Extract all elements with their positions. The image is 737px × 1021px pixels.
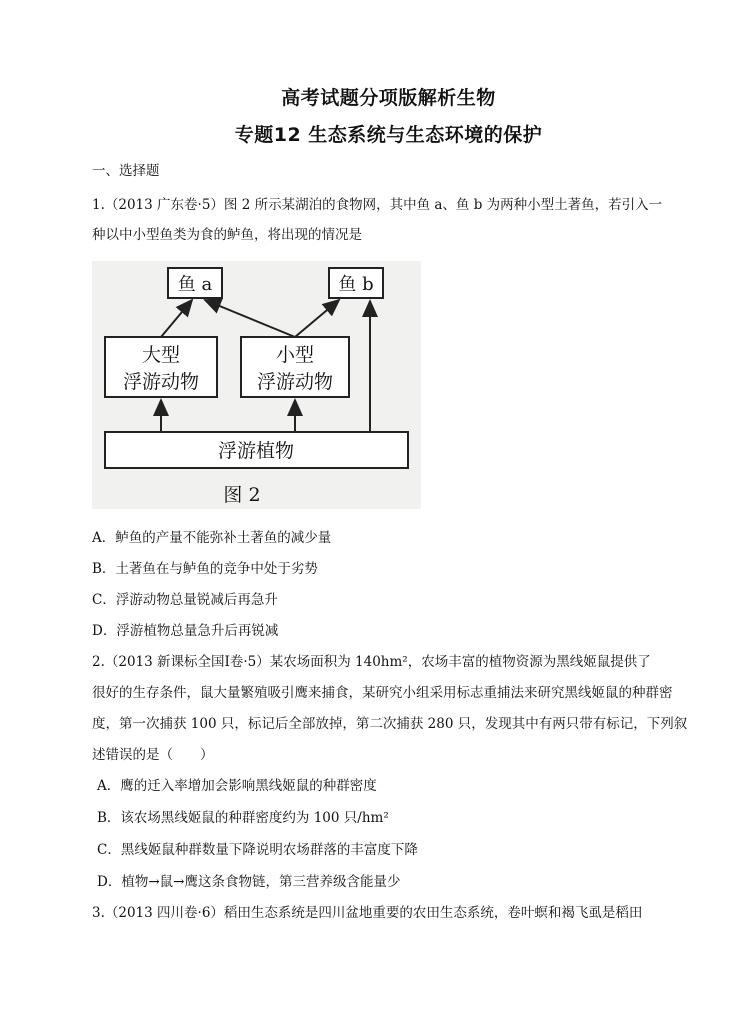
fish-b-label: 鱼 b: [338, 274, 374, 295]
figure-caption: 图 2: [223, 484, 261, 506]
large-zooplankton-label-2: 浮游动物: [122, 371, 200, 393]
arrow-large-to-fish-a: [161, 300, 192, 337]
document-subtitle: 专题12 生态系统与生态环境的保护: [234, 124, 543, 146]
question-2-stem-line-1: 2.（2013 新课标全国Ⅰ卷·5）某农场面积为 140hm²，农场丰富的植物资源为黑线姬鼠提供了: [92, 654, 651, 670]
question-3-stem-line-1: 3.（2013 四川卷·6）稻田生态系统是四川盆地重要的农田生态系统，卷叶螟和褐飞虱是稻田: [92, 905, 643, 921]
question-2-stem-line-3: 度，第一次捕获 100 只，标记后全部放掉，第二次捕获 280 只，发现其中有两只带有标记，下列叙: [92, 716, 688, 732]
question-1-option-c: C．浮游动物总量锐减后再急升: [92, 592, 278, 608]
document-title: 高考试题分项版解析生物: [281, 87, 496, 109]
question-1-option-a: A．鲈鱼的产量不能弥补土著鱼的减少量: [92, 530, 332, 546]
question-2-option-b: B．该农场黑线姬鼠的种群密度约为 100 只/hm²: [97, 810, 389, 826]
question-2-option-c: C．黑线姬鼠种群数量下降说明农场群落的丰富度下降: [97, 842, 418, 858]
question-1-option-b: B．土著鱼在与鲈鱼的竞争中处于劣势: [92, 561, 318, 577]
phytoplankton-label: 浮游植物: [217, 440, 295, 462]
question-2-stem-line-4: 述错误的是（ ）: [92, 747, 214, 763]
food-web-figure: [92, 261, 421, 509]
question-1-option-d: D．浮游植物总量急升后再锐减: [92, 623, 279, 639]
fish-a-label: 鱼 a: [177, 274, 213, 295]
arrow-small-to-fish-b: [295, 300, 339, 337]
question-1-stem-line-2: 种以中小型鱼类为食的鲈鱼，将出现的情况是: [92, 227, 362, 243]
question-2-option-d: D．植物→鼠→鹰这条食物链，第三营养级含能量少: [97, 874, 401, 890]
small-zooplankton-label-1: 小型: [275, 344, 315, 366]
arrow-small-to-fish-a: [205, 300, 295, 337]
question-1-stem-line-1: 1.（2013 广东卷·5）图 2 所示某湖泊的食物网，其中鱼 a、鱼 b 为两种小型土著鱼，若引入一: [92, 197, 663, 213]
large-zooplankton-label-1: 大型: [141, 344, 181, 366]
small-zooplankton-label-2: 浮游动物: [256, 371, 334, 393]
section-heading: 一、选择题: [92, 163, 160, 179]
question-2-stem-line-2: 很好的生存条件，鼠大量繁殖吸引鹰来捕食，某研究小组采用标志重捕法来研究黑线姬鼠的种群密: [92, 685, 673, 701]
question-2-option-a: A．鹰的迁入率增加会影响黑线姬鼠的种群密度: [97, 778, 377, 794]
